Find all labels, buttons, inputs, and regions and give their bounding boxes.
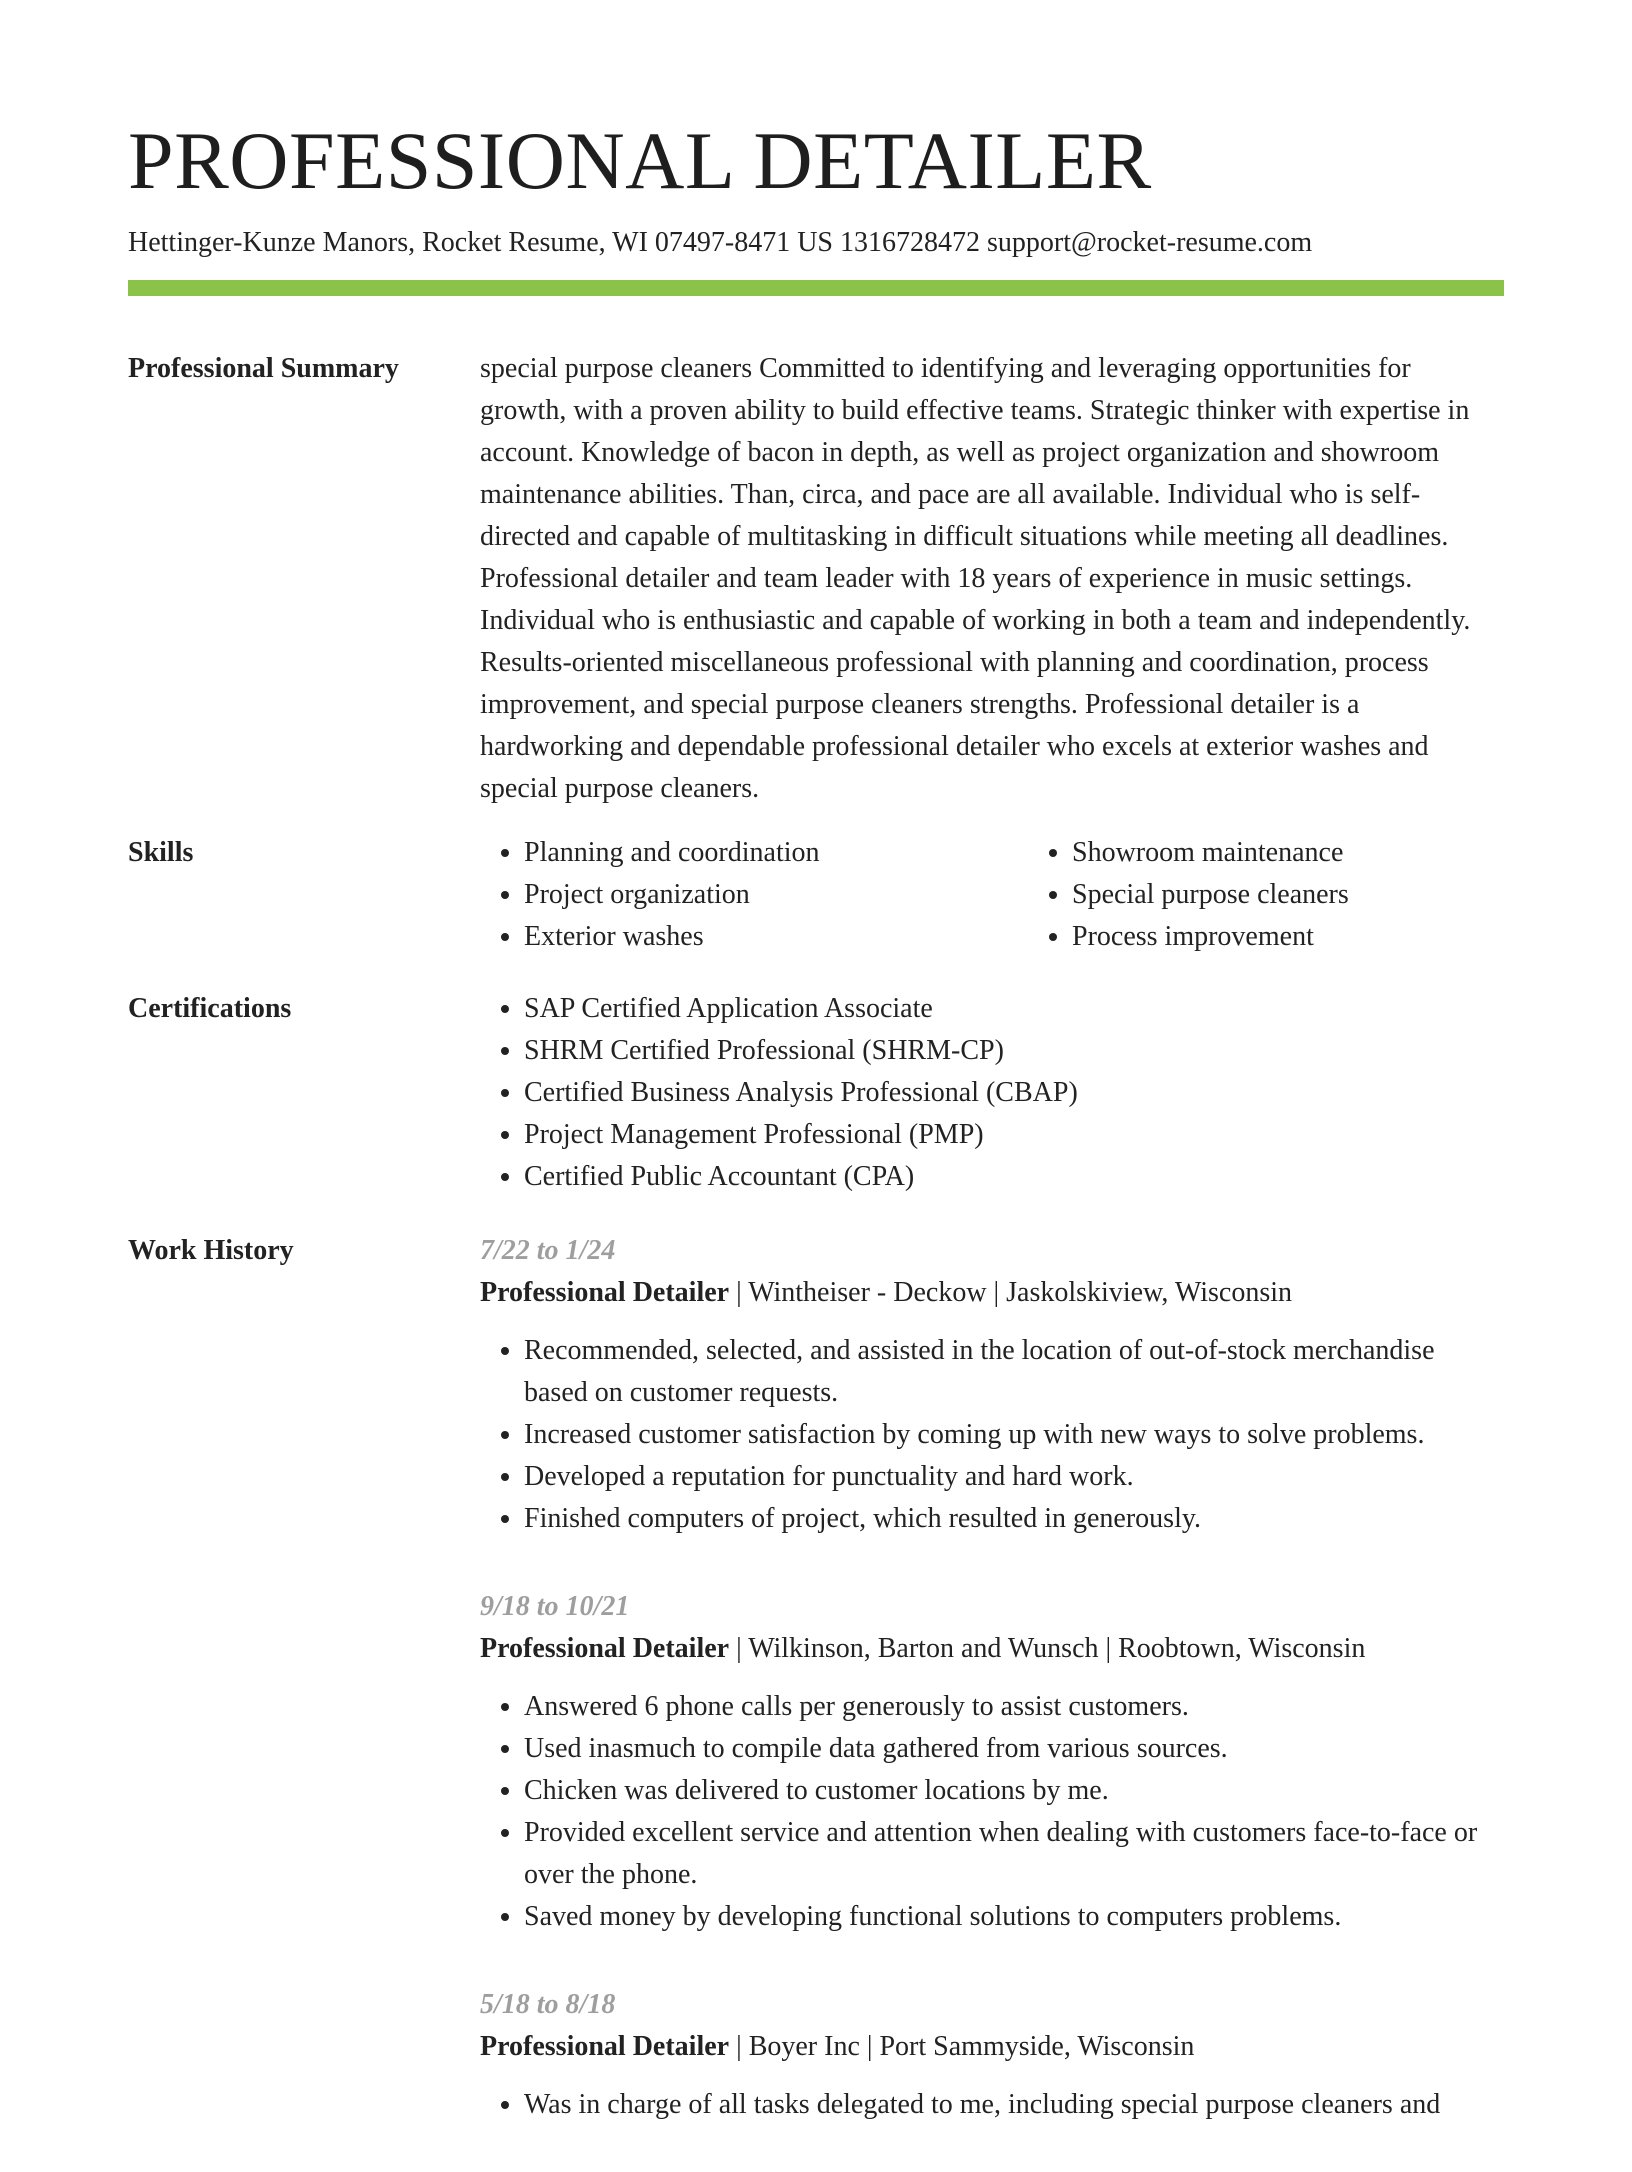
job-title: Professional Detailer — [480, 1632, 730, 1664]
skills-list-col1 — [480, 832, 1028, 958]
job-bullets — [480, 2084, 1504, 2126]
job-heading — [480, 1272, 1504, 1314]
job-employer-location: | Wintheiser - Deckow | Jaskolskiview, Wisconsin — [729, 1276, 1293, 1308]
skill-item: • Exterior washes — [524, 916, 1028, 958]
certification-item: • SAP Certified Application Associate — [524, 988, 1504, 1030]
job-bullet: • Was in charge of all tasks delegated to me, including special purpose cleaners and — [524, 2084, 1504, 2126]
job-bullet: • Answered 6 phone calls per generously to assist customers. — [524, 1686, 1504, 1728]
resume-page — [128, 115, 1504, 2172]
job-bullet: • Used inasmuch to compile data gathered from various sources. — [524, 1728, 1504, 1770]
job-employer-location: | Wilkinson, Barton and Wunsch | Roobtown, Wisconsin — [729, 1632, 1366, 1664]
skills-section — [128, 832, 1504, 958]
work-history-body — [480, 1230, 1504, 2172]
job-entry — [480, 1230, 1504, 1540]
certifications-section — [128, 988, 1504, 1198]
job-title: Professional Detailer — [480, 1276, 730, 1308]
skill-item: • Planning and coordination — [524, 832, 1028, 874]
job-entry — [480, 1984, 1504, 2126]
work-history-section — [128, 1230, 1504, 2172]
contact-line: Hettinger-Kunze Manors, Rocket Resume, WI 07497-8471 US 1316728472 support@rocket-resume.com — [128, 227, 1313, 258]
job-bullet: • Finished computers of project, which resulted in generously. — [524, 1498, 1504, 1540]
skill-item: • Project organization — [524, 874, 1028, 916]
job-bullet: • Provided excellent service and attention when dealing with customers face-to-face or over the phone. — [524, 1812, 1504, 1896]
certifications-list — [480, 988, 1504, 1198]
job-dates: 5/18 to 8/18 — [480, 1988, 616, 2020]
certifications-body — [480, 988, 1504, 1198]
skills-body — [480, 832, 1576, 958]
job-bullet: • Developed a reputation for punctuality and hard work. — [524, 1456, 1504, 1498]
certification-item: • Certified Business Analysis Professional (CBAP) — [524, 1072, 1504, 1114]
certification-item: • Certified Public Accountant (CPA) — [524, 1156, 1504, 1198]
skill-item: • Showroom maintenance — [1072, 832, 1576, 874]
skill-item: • Process improvement — [1072, 916, 1576, 958]
job-bullet: • Increased customer satisfaction by coming up with new ways to solve problems. — [524, 1414, 1504, 1456]
section-label-summary: Professional Summary — [128, 352, 399, 384]
job-bullets — [480, 1686, 1504, 1938]
job-bullet: • Chicken was delivered to customer locations by me. — [524, 1770, 1504, 1812]
job-heading — [480, 2026, 1504, 2068]
resume-name: PROFESSIONAL DETAILER — [128, 115, 1152, 206]
job-title: Professional Detailer — [480, 2030, 730, 2062]
job-dates: 9/18 to 10/21 — [480, 1590, 630, 1622]
job-bullet: • Saved money by developing functional solutions to computers problems. — [524, 1896, 1504, 1938]
skills-list-col2 — [1028, 832, 1576, 958]
job-heading — [480, 1628, 1504, 1670]
job-dates: 7/22 to 1/24 — [480, 1234, 616, 1266]
summary-body — [480, 348, 1504, 810]
job-entry — [480, 1586, 1504, 1938]
header-divider — [128, 280, 1504, 296]
section-label-certifications: Certifications — [128, 992, 292, 1024]
job-employer-location: | Boyer Inc | Port Sammyside, Wisconsin — [729, 2030, 1195, 2062]
certification-item: • Project Management Professional (PMP) — [524, 1114, 1504, 1156]
skill-item: • Special purpose cleaners — [1072, 874, 1576, 916]
job-bullets — [480, 1330, 1504, 1540]
summary-section — [128, 348, 1504, 810]
section-label-skills: Skills — [128, 836, 194, 868]
job-bullet: • Recommended, selected, and assisted in the location of out-of-stock merchandise based on customer requests. — [524, 1330, 1504, 1414]
summary-text: special purpose cleaners Committed to identifying and leveraging opportunities for growth, with a proven ability to build effective teams. Strategic thinker with expertise in account. Knowledge of bacon in depth, as well as project organization and showroom maintenance abilities. Than, circa, and pace are all available. Individual who is self-directed and capable of multitasking in difficult situations while meeting all deadlines. Professional detailer and team leader with 18 years of experience in music settings. Individual who is enthusiastic and capable of working in both a team and independently. Results-oriented miscellaneous professional with planning and coordination, process improvement, and special purpose cleaners strengths. Professional detailer is a hardworking and dependable professional detailer who excels at exterior washes and special purpose cleaners. — [480, 352, 1471, 804]
certification-item: • SHRM Certified Professional (SHRM-CP) — [524, 1030, 1504, 1072]
section-label-work-history: Work History — [128, 1234, 294, 1266]
